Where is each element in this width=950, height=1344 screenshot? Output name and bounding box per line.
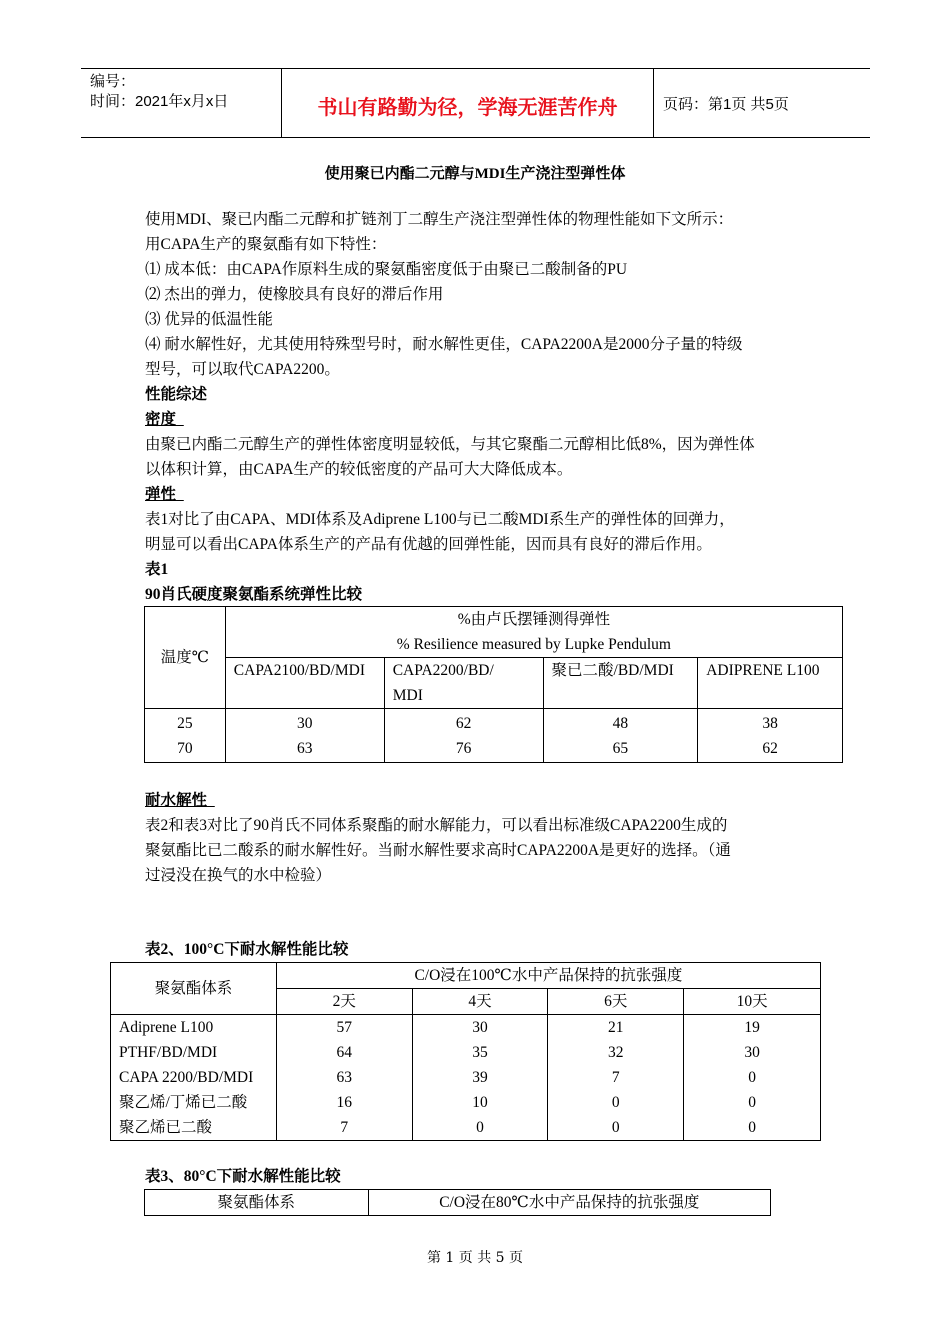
day-header: 6天	[548, 989, 684, 1015]
hydrolysis-text: 聚氨酯比已二酸系的耐水解性好。当耐水解性要求高时CAPA2200A是更好的选择。（通	[145, 842, 731, 859]
hydrolysis-text: 表2和表3对比了90肖氏不同体系聚酯的耐水解能力，可以看出标准级CAPA2200生成的	[145, 817, 728, 834]
overview-heading: 性能综述	[145, 386, 208, 403]
elasticity-text: 表1对比了由CAPA、MDI体系及Adiprene L100与已二酸MDI系生产的弹性体的回弹力，	[145, 511, 735, 528]
strength-group-header: C/O浸在80℃水中产品保持的抗张强度	[368, 1190, 770, 1216]
system-header: 聚氨酯体系	[111, 963, 277, 1015]
elasticity-text: 明显可以看出CAPA体系生产的产品有优越的回弹性能，因而具有良好的滞后作用。	[145, 536, 712, 553]
hydrolysis-80c-table	[144, 1189, 771, 1216]
feature-item: ⑴ 成本低：由CAPA作原料生成的聚氨酯密度低于由聚已二酸制备的PU	[145, 261, 628, 278]
table1-caption: 90肖氏硬度聚氨酯系统弹性比较	[145, 586, 363, 603]
table-cell: 21 32 7 0 0	[548, 1015, 684, 1141]
system-names: Adiprene L100 PTHF/BD/MDI CAPA 2200/BD/MDI 聚乙烯/丁烯已二酸 聚乙烯已二酸	[111, 1015, 277, 1141]
hydrolysis-heading: 耐水解性	[145, 792, 208, 809]
document-time: 时间：2021年x月x日	[90, 93, 229, 110]
column-header: CAPA2200/BD/ MDI	[384, 658, 543, 709]
table-cell: 38 62	[698, 709, 843, 763]
column-header: CAPA2100/BD/MDI	[225, 658, 384, 709]
header-meta	[81, 69, 282, 137]
table-cell: 57 64 63 16 7	[276, 1015, 412, 1141]
table-cell: 19 30 0 0 0	[684, 1015, 821, 1141]
table-cell: 30 35 39 10 0	[412, 1015, 548, 1141]
density-text: 由聚已内酯二元醇生产的弹性体密度明显较低，与其它聚酯二元醇相比低8%，因为弹性体	[145, 436, 755, 453]
table2-caption: 表2、100°C下耐水解性能比较	[145, 941, 349, 958]
day-header: 10天	[684, 989, 821, 1015]
feature-item: ⑶ 优异的低温性能	[145, 311, 273, 328]
resilience-group-header: %由卢氏摆锤测得弹性 % Resilience measured by Lupke Pendulum	[225, 607, 842, 658]
intro-line: 用CAPA生产的聚氨酯有如下特性：	[145, 236, 387, 253]
day-header: 2天	[276, 989, 412, 1015]
elasticity-heading: 弹性	[145, 486, 177, 503]
feature-item: ⑷ 耐水解性好，尤其使用特殊型号时，耐水解性更佳，CAPA2200A是2000分子量的特级	[145, 336, 743, 353]
table1-label: 表1	[145, 561, 169, 578]
column-header: 聚已二酸/BD/MDI	[543, 658, 698, 709]
table-cell: 25 70	[145, 709, 226, 763]
column-header: ADIPRENE L100	[698, 658, 843, 709]
document-title: 使用聚已内酯二元醇与MDI生产浇注型弹性体	[324, 166, 626, 182]
table-cell: 48 65	[543, 709, 698, 763]
table-cell: 30 63	[225, 709, 384, 763]
page-header	[81, 68, 870, 138]
page-footer: 第 1 页 共 5 页	[426, 1250, 524, 1266]
day-header: 4天	[412, 989, 548, 1015]
header-page-number: 页码：第1页 共5页	[663, 96, 789, 113]
temp-header: 温度℃	[145, 607, 226, 709]
table-cell: 62 76	[384, 709, 543, 763]
intro-line: 使用MDI、聚已内酯二元醇和扩链剂丁二醇生产浇注型弹性体的物理性能如下文所示：	[145, 211, 734, 228]
table3-caption: 表3、80°C下耐水解性能比较	[145, 1168, 341, 1185]
resilience-table	[144, 606, 843, 763]
document-number: 编号：	[90, 73, 136, 90]
strength-group-header: C/O浸在100℃水中产品保持的抗张强度	[276, 963, 820, 989]
header-motto: 书山有路勤为径，学海无涯苦作舟	[282, 69, 654, 137]
feature-item: ⑵ 杰出的弹力，使橡胶具有良好的滞后作用	[145, 286, 444, 303]
feature-item: 型号，可以取代CAPA2200。	[145, 361, 340, 378]
hydrolysis-100c-table	[110, 962, 821, 1141]
density-heading: 密度	[145, 411, 177, 428]
hydrolysis-text: 过浸没在换气的水中检验）	[145, 867, 332, 884]
density-text: 以体积计算，由CAPA生产的较低密度的产品可大大降低成本。	[145, 461, 573, 478]
system-header: 聚氨酯体系	[145, 1190, 369, 1216]
